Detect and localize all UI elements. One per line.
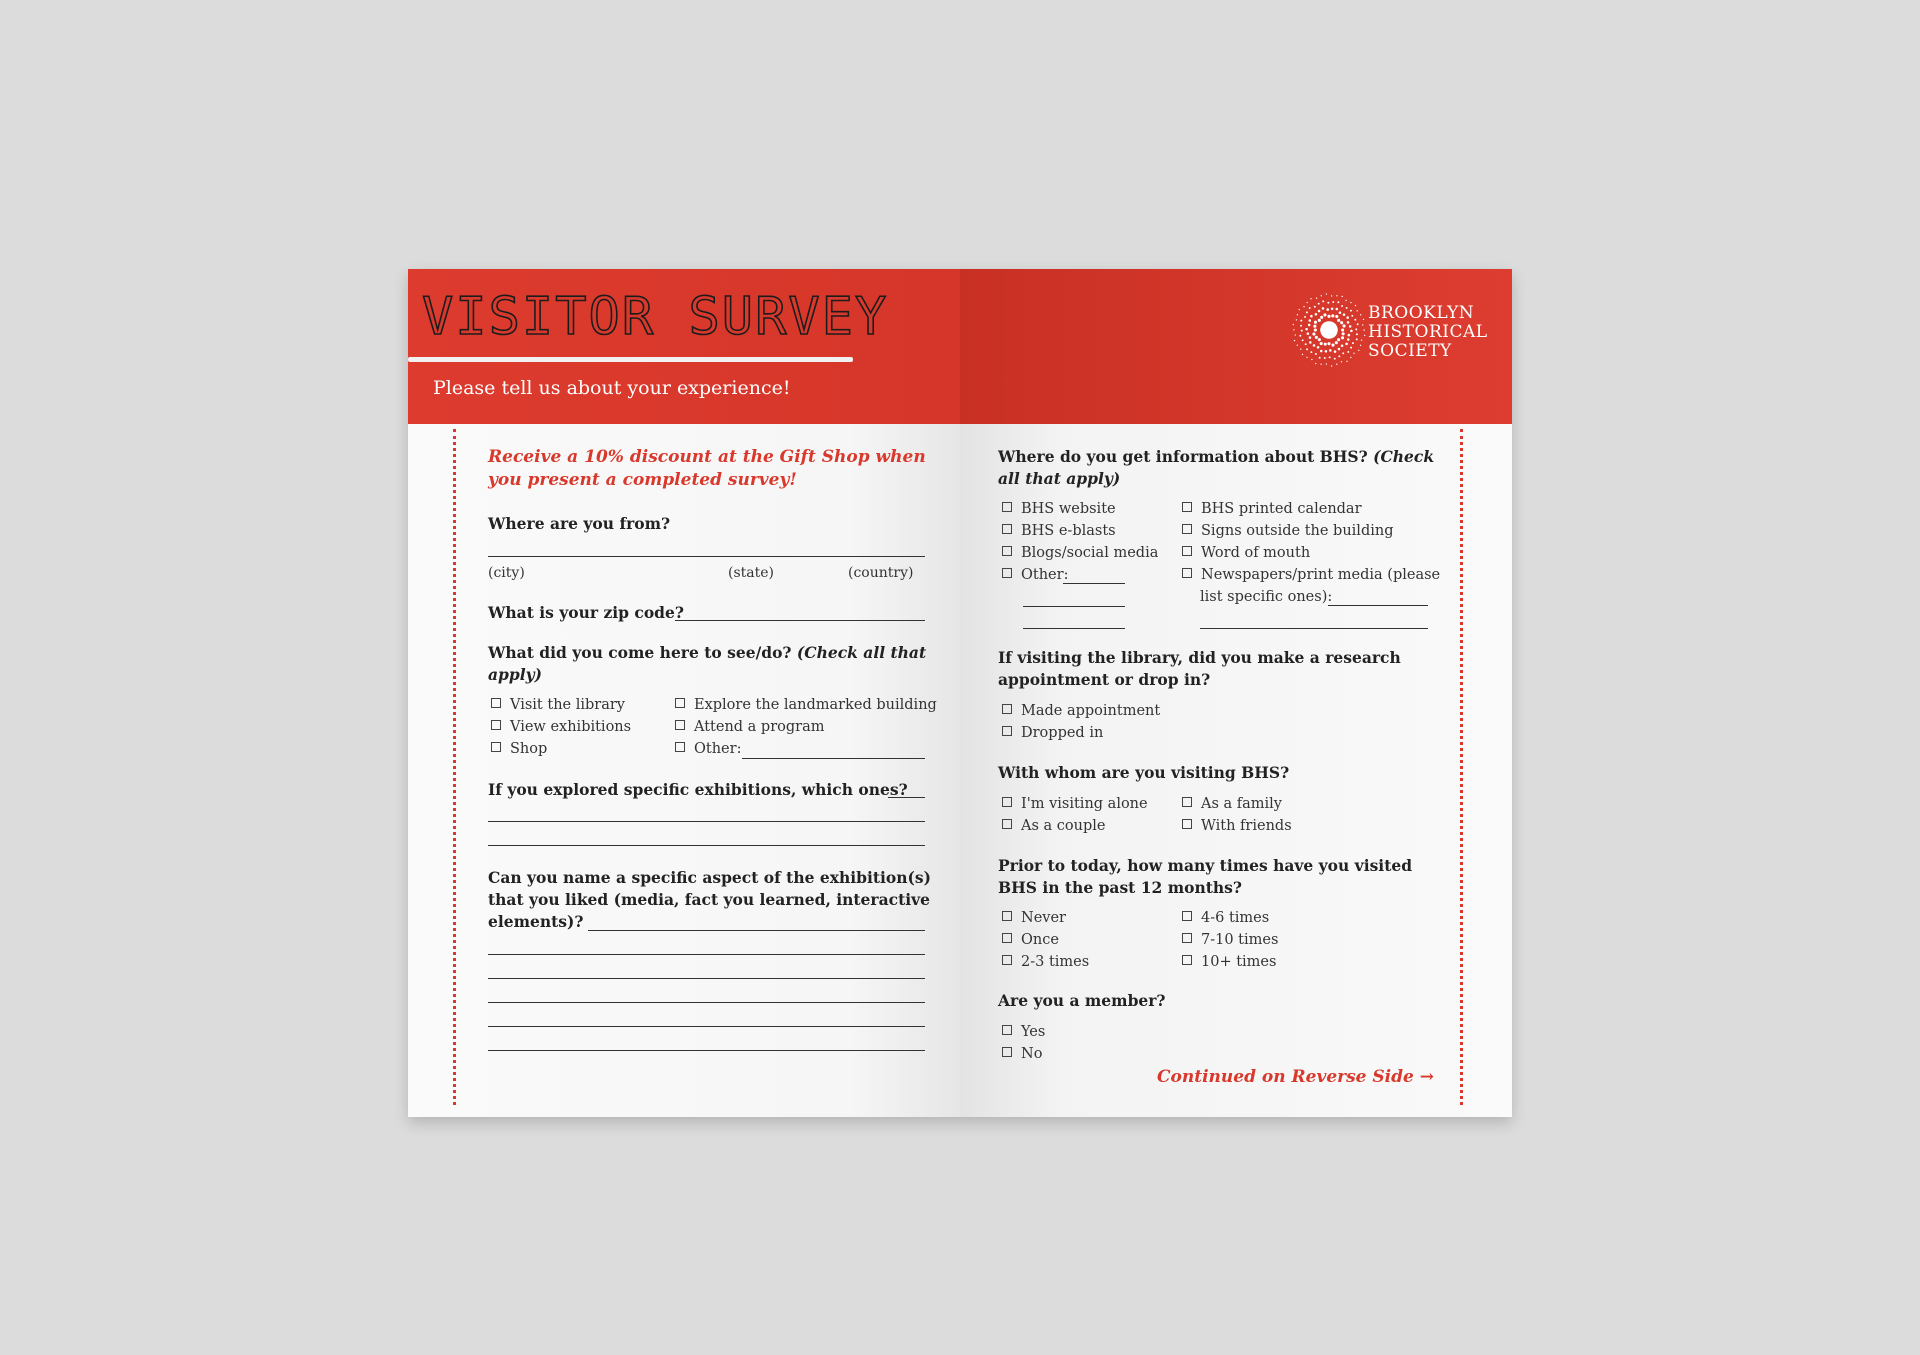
checkbox-icon[interactable] xyxy=(1002,524,1012,534)
option-label: BHS printed calendar xyxy=(1201,501,1362,517)
checkbox-icon[interactable] xyxy=(1002,502,1012,512)
option-label: Other: xyxy=(694,741,742,757)
logo-text xyxy=(1368,304,1488,361)
option-label: View exhibitions xyxy=(510,719,632,735)
checkbox-icon[interactable] xyxy=(1002,797,1012,807)
option-label: Dropped in xyxy=(1021,725,1104,741)
option-signs-outside[interactable] xyxy=(1182,523,1393,539)
question-zip: What is your zip code? xyxy=(488,603,684,622)
option-label: 4-6 times xyxy=(1201,910,1270,926)
option-label: No xyxy=(1021,1046,1043,1062)
question-info-text: Where do you get information about BHS? xyxy=(998,447,1368,466)
checkbox-icon[interactable] xyxy=(1002,1025,1012,1035)
question-library: If visiting the library, did you make a research appointment or drop in? xyxy=(998,648,1401,689)
checkbox-icon[interactable] xyxy=(1182,797,1192,807)
continued-reverse-link: Continued on Reverse Side → xyxy=(1157,1067,1434,1087)
checkbox-icon[interactable] xyxy=(1182,933,1192,943)
option-label: 7-10 times xyxy=(1201,932,1279,948)
other-line[interactable] xyxy=(742,758,925,759)
option-info-other[interactable] xyxy=(1002,567,1068,583)
option-yes[interactable] xyxy=(1002,1024,1045,1040)
question-aspect: Can you name a specific aspect of the exhibition(s) that you liked (media, fact you learned, interactive elements)? xyxy=(488,868,931,931)
option-view-exhibitions[interactable] xyxy=(491,719,631,735)
aspect-line-3[interactable] xyxy=(488,978,925,979)
option-alone[interactable] xyxy=(1002,796,1148,812)
bhs-logo-icon xyxy=(1290,291,1368,369)
option-visit-library[interactable] xyxy=(491,697,625,713)
logo-line-2: HISTORICAL xyxy=(1368,322,1488,342)
aspect-line-6[interactable] xyxy=(488,1050,925,1051)
checkbox-icon[interactable] xyxy=(1002,1047,1012,1057)
option-4-6-times[interactable] xyxy=(1182,910,1269,926)
option-label: I'm visiting alone xyxy=(1021,796,1148,812)
option-label: Word of mouth xyxy=(1201,545,1311,561)
option-bhs-eblasts[interactable] xyxy=(1002,523,1116,539)
option-label: Other: xyxy=(1021,567,1069,583)
checkbox-icon[interactable] xyxy=(675,720,685,730)
option-label: BHS e-blasts xyxy=(1021,523,1116,539)
option-bhs-website[interactable] xyxy=(1002,501,1116,517)
option-label: With friends xyxy=(1201,818,1292,834)
exhibitions-line-1[interactable] xyxy=(888,797,925,798)
option-newspapers-cont: list specific ones): xyxy=(1200,589,1333,605)
option-no[interactable] xyxy=(1002,1046,1042,1062)
left-header xyxy=(408,269,960,424)
option-label: Visit the library xyxy=(510,697,625,713)
newspapers-line-1[interactable] xyxy=(1328,605,1428,606)
checkbox-icon[interactable] xyxy=(1182,568,1192,578)
discount-promo: Receive a 10% discount at the Gift Shop when you present a completed survey! xyxy=(488,447,926,490)
question-member: Are you a member? xyxy=(998,991,1166,1010)
question-see-do xyxy=(488,642,928,686)
checkbox-icon[interactable] xyxy=(1002,546,1012,556)
option-newspapers[interactable] xyxy=(1182,567,1440,583)
checkbox-icon[interactable] xyxy=(1182,911,1192,921)
option-label: Newspapers/print media (please xyxy=(1201,567,1441,583)
aspect-line-2[interactable] xyxy=(488,954,925,955)
option-printed-calendar[interactable] xyxy=(1182,501,1362,517)
aspect-line-1[interactable] xyxy=(588,930,925,931)
option-label: Never xyxy=(1021,910,1066,926)
left-dotted-border xyxy=(453,429,456,1105)
option-once[interactable] xyxy=(1002,932,1059,948)
checkbox-icon[interactable] xyxy=(491,742,501,752)
option-friends[interactable] xyxy=(1182,818,1292,834)
option-label: Made appointment xyxy=(1021,703,1161,719)
checkbox-icon[interactable] xyxy=(1002,704,1012,714)
title-underline xyxy=(408,357,853,362)
question-see-do-text: What did you come here to see/do? xyxy=(488,643,792,662)
option-label: Yes xyxy=(1021,1024,1046,1040)
option-word-of-mouth[interactable] xyxy=(1182,545,1310,561)
checkbox-icon[interactable] xyxy=(1182,819,1192,829)
question-where-from: Where are you from? xyxy=(488,514,671,533)
question-prior-visits: Prior to today, how many times have you visited BHS in the past 12 months? xyxy=(998,856,1413,897)
option-label: 2-3 times xyxy=(1021,954,1090,970)
option-shop[interactable] xyxy=(491,741,547,757)
checkbox-icon[interactable] xyxy=(1002,955,1012,965)
checkbox-icon[interactable] xyxy=(491,698,501,708)
checkbox-icon[interactable] xyxy=(491,720,501,730)
checkbox-icon[interactable] xyxy=(1182,524,1192,534)
checkbox-icon[interactable] xyxy=(1182,502,1192,512)
checkbox-icon[interactable] xyxy=(1002,726,1012,736)
survey-booklet xyxy=(408,269,1512,1117)
option-label: Attend a program xyxy=(694,719,825,735)
option-attend-program[interactable] xyxy=(675,719,825,735)
where-from-line[interactable] xyxy=(488,556,925,557)
option-label: As a couple xyxy=(1021,818,1106,834)
survey-title: VISITOR SURVEY xyxy=(422,287,889,347)
option-label: As a family xyxy=(1201,796,1283,812)
option-dropped-in[interactable] xyxy=(1002,725,1103,741)
option-made-appointment[interactable] xyxy=(1002,703,1160,719)
aspect-line-4[interactable] xyxy=(488,1002,925,1003)
checkbox-icon[interactable] xyxy=(1002,819,1012,829)
logo-line-3: SOCIETY xyxy=(1368,341,1452,361)
right-dotted-border xyxy=(1460,429,1463,1105)
option-7-10-times[interactable] xyxy=(1182,932,1278,948)
question-see-do-note: (Check all that apply) xyxy=(488,643,927,684)
checkbox-icon[interactable] xyxy=(1182,955,1192,965)
option-label: Blogs/social media xyxy=(1021,545,1159,561)
survey-subtitle: Please tell us about your experience! xyxy=(433,377,791,399)
option-family[interactable] xyxy=(1182,796,1282,812)
option-10-plus-times[interactable] xyxy=(1182,954,1276,970)
exhibitions-line-3[interactable] xyxy=(488,845,925,846)
option-label: Once xyxy=(1021,932,1059,948)
left-page xyxy=(408,269,960,1117)
option-label: BHS website xyxy=(1021,501,1116,517)
question-info-note: (Check all that apply) xyxy=(998,447,1435,488)
aspect-line-5[interactable] xyxy=(488,1026,925,1027)
option-other[interactable] xyxy=(675,741,741,757)
option-label: Explore the landmarked building xyxy=(694,697,937,713)
option-2-3-times[interactable] xyxy=(1002,954,1089,970)
question-exhibitions: If you explored specific exhibitions, which ones? xyxy=(488,780,908,799)
option-never[interactable] xyxy=(1002,910,1066,926)
checkbox-icon[interactable] xyxy=(675,742,685,752)
info-other-line-2[interactable] xyxy=(1023,606,1125,607)
checkbox-icon[interactable] xyxy=(1002,933,1012,943)
option-label: Signs outside the building xyxy=(1201,523,1394,539)
label-state: (state) xyxy=(728,565,774,581)
option-blogs-social[interactable] xyxy=(1002,545,1158,561)
exhibitions-line-2[interactable] xyxy=(488,821,925,822)
option-explore-building[interactable] xyxy=(675,697,937,713)
checkbox-icon[interactable] xyxy=(675,698,685,708)
logo-line-1: BROOKLYN xyxy=(1368,303,1475,323)
info-other-line-3[interactable] xyxy=(1023,628,1125,629)
checkbox-icon[interactable] xyxy=(1002,911,1012,921)
option-label: Shop xyxy=(510,741,548,757)
checkbox-icon[interactable] xyxy=(1002,568,1012,578)
option-couple[interactable] xyxy=(1002,818,1105,834)
question-whom: With whom are you visiting BHS? xyxy=(998,763,1290,782)
label-city: (city) xyxy=(488,565,525,581)
info-other-line-1[interactable] xyxy=(1063,583,1125,584)
newspapers-line-2[interactable] xyxy=(1200,628,1428,629)
question-info xyxy=(998,446,1448,490)
label-country: (country) xyxy=(848,565,914,581)
zip-line[interactable] xyxy=(675,620,925,621)
option-label: 10+ times xyxy=(1201,954,1277,970)
checkbox-icon[interactable] xyxy=(1182,546,1192,556)
